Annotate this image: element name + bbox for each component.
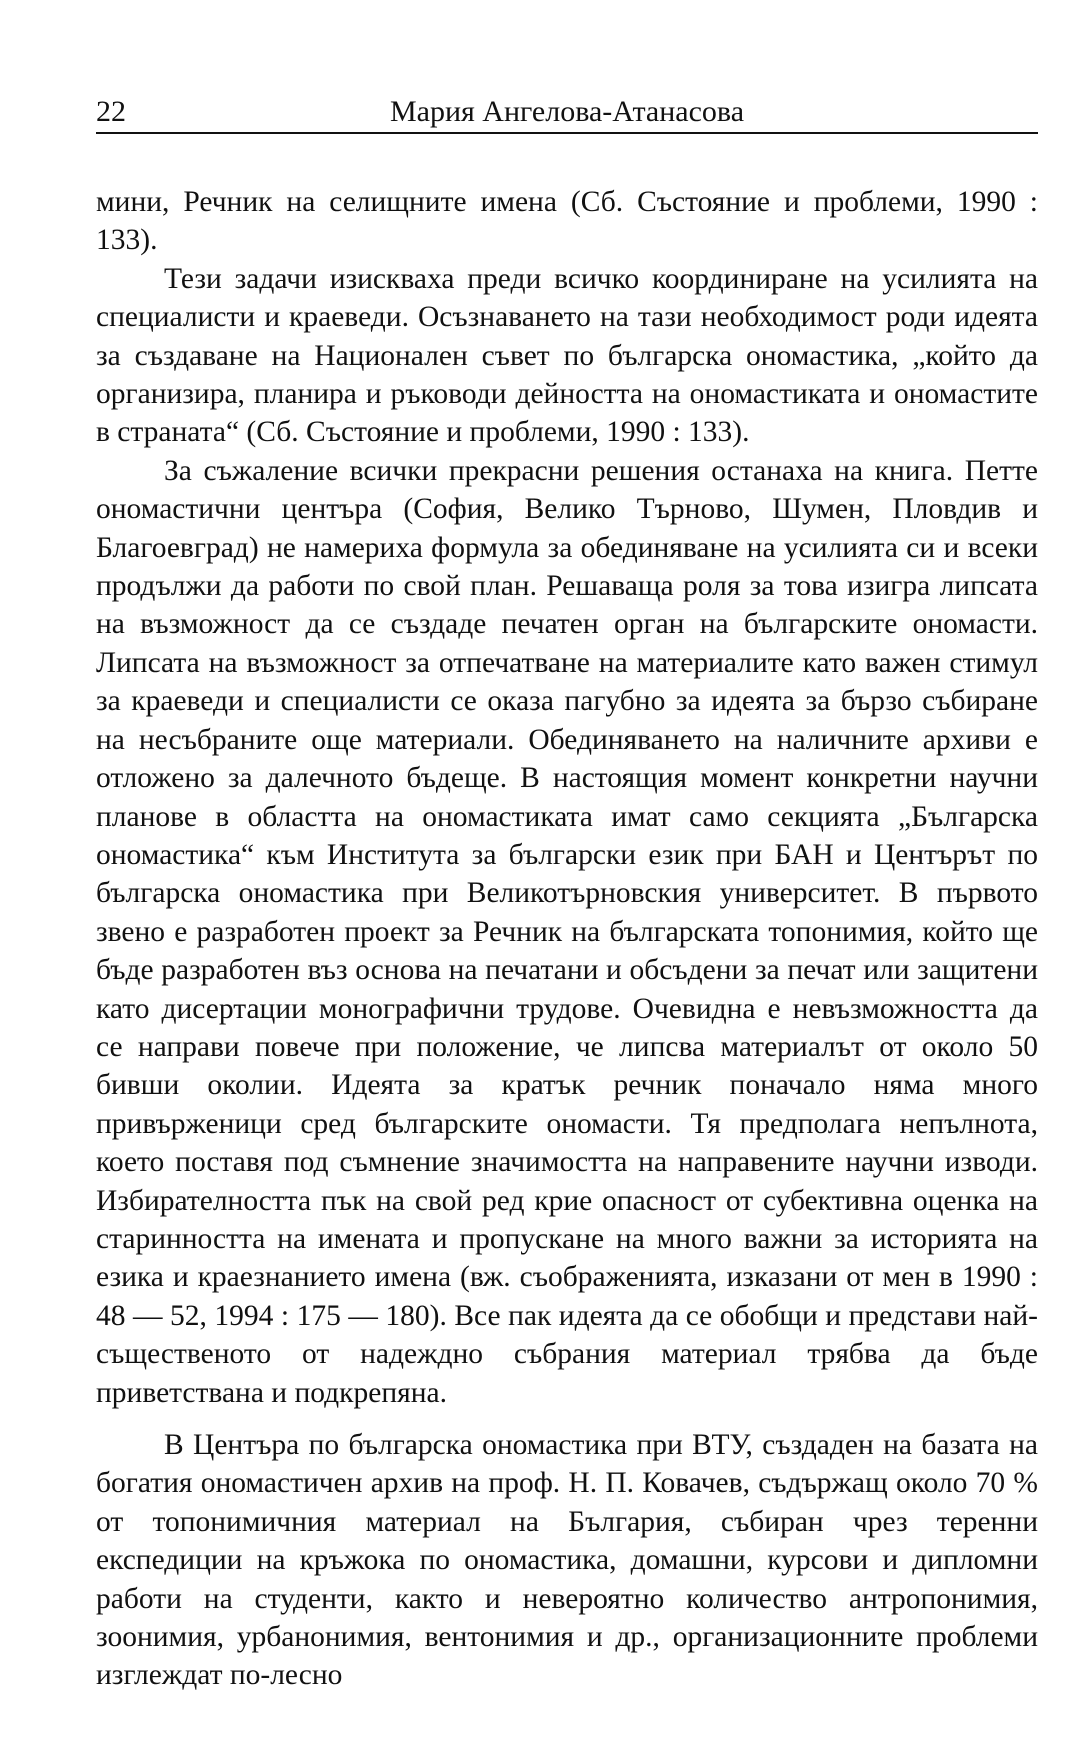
paragraph: В Центъра по българска ономастика при ВТУ, създаден на базата на богатия ономастичен архив на проф. Н. П. Ковачев, съдържащ около 70 % от топонимичния материал на България, събиран чрез теренни експедиции на кръжока по ономастика, домашни, курсови и дипломни работи на студенти, както и невероятно количество антропонимия, зоонимия, урбанонимия, вентонимия и др., организационните проблеми изглеждат по-лесно	[96, 1429, 1038, 1692]
paragraph: Тези задачи изискваха преди всичко координиране на усилията на специалисти и краеведи. Осъзнаването на тази необходимост роди идеята за създаване на Национален съвет по българска ономастика, „който да организира, планира и ръководи дейността на ономастиката и ономастите в страната“ (Сб. Състояние и проблеми, 1990 : 133).	[96, 262, 1038, 449]
body-text	[96, 183, 1038, 1695]
header-rule	[96, 132, 1038, 134]
paragraph: мини, Речник на селищните имена (Сб. Състояние и проблеми, 1990 : 133).	[96, 186, 1038, 257]
paragraph: За съжаление всички прекрасни решения останаха на книга. Петте ономастични центъра (София, Велико Търново, Шумен, Пловдив и Благоевград) не намериха формула за обединяване на усилията си и всеки продължи да работи по свой план. Решаваща роля за това изигра липсата на възможност да се създаде печатен орган на българските ономасти. Липсата на възможност за отпечатване на материалите като важен стимул за краеведи и специалисти се оказа пагубно за идеята за бързо събиране на несъбраните още материали. Обединяването на наличните архиви е отложено за далечното бъдеще. В настоящия момент конкретни научни планове в областта на ономастиката имат само секцията „Българска ономастика“ към Института за български език при БАН и Центърът по българска ономастика при Великотърновския университет. В първото звено е разработен проект за Речник на българската топонимия, който ще бъде разработен въз основа на печатани и обсъдени за печат или защитени като дисертации монографични трудове. Очевидна е невъзможността да се направи повече при положение, че липсва материалът от около 50 бивши околии. Идеята за кратък речник поначало няма много привърженици сред българските ономасти. Тя предполага непълнота, което поставя под съмнение значимостта на направените научни изводи. Избирателността пък на свой ред крие опасност от субективна оценка на старинността на имената и пропускане на много важни за историята на езика и краезнанието имена (вж. съображенията, изказани от мен в 1990 : 48 — 52, 1994 : 175 — 180). Все пак идеята да се обобщи и представи най-същественото от надеждно събрания материал трябва да бъде приветствана и подкрепяна.	[96, 454, 1038, 1409]
running-title: Мария Ангелова-Атанасова	[389, 95, 745, 128]
page-number: 22	[96, 95, 126, 128]
running-head	[96, 92, 1038, 136]
